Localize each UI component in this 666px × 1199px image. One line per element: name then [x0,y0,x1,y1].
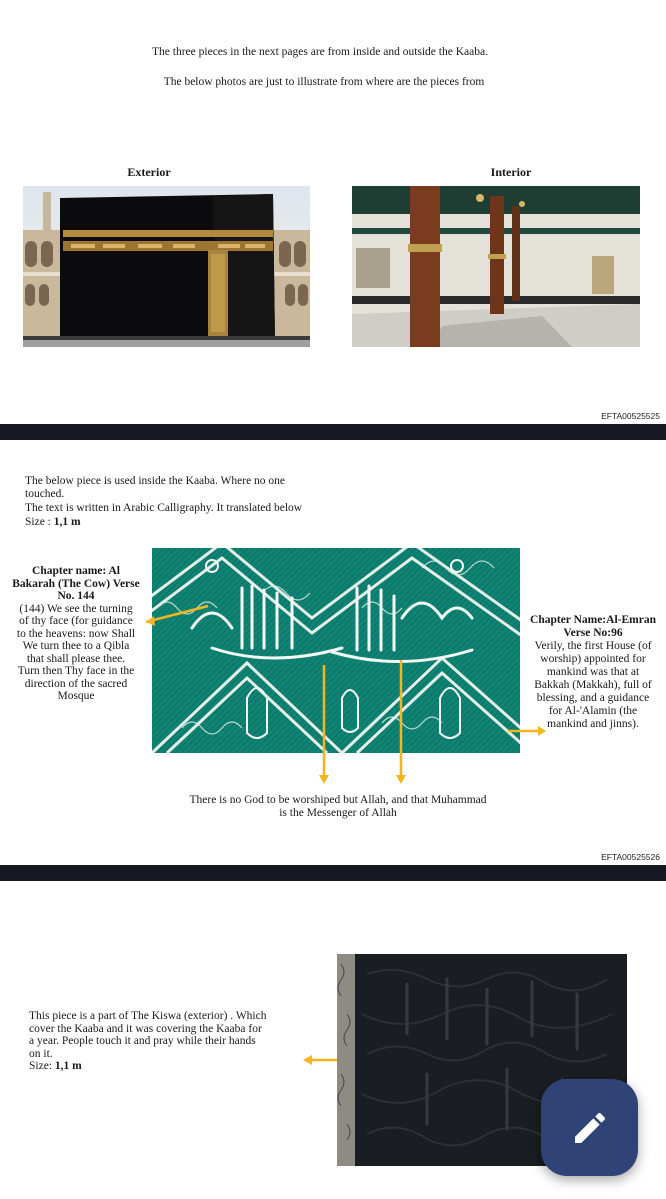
document-id: EFTA00525525 [601,411,660,421]
left-verse-title-2: Bakarah (The Cow) Verse [12,577,140,590]
shahada-line-2: is the Messenger of Allah [279,807,397,819]
description-line-3: The text is written in Arabic Calligraphy. It translated below [25,502,303,514]
size-line [25,515,81,529]
left-verse-title-1: Chapter name: Al [32,565,120,577]
kiswa-desc-line-2: cover the Kaaba and it was covering the Kaaba for [29,1022,262,1035]
kiswa-size-line [29,1060,266,1073]
right-verse-title-1: Chapter Name:Al-Emran [530,614,656,626]
intro-line-1: The three pieces in the next pages are from inside and outside the Kaaba. [152,46,488,58]
document-id: EFTA00525526 [601,852,660,862]
page-divider [0,424,666,440]
right-verse-body-line: mankind and jinns). [547,718,639,730]
kiswa-size-value: 1,1 m [54,1060,82,1072]
right-verse-body-line: Verily, the first House (of [534,640,652,652]
page-divider [0,865,666,881]
kiswa-desc-line-1: This piece is a part of The Kiswa (exterior) . Which [29,1010,267,1022]
kiswa-desc-line-3: a year. People touch it and pray while their hands [29,1035,256,1047]
kiswa-description [29,1010,266,1073]
kiswa-size-label: Size: [29,1060,55,1072]
left-verse-body-line: Turn then Thy face in the [17,665,135,677]
annotation-arrows [0,540,666,790]
right-verse-body-line: for Al-'Alamin (the [548,705,638,717]
intro-line-2: The below photos are just to illustrate from where are the pieces from [163,76,485,88]
shahada-line-1: There is no God to be worshiped but Allah, and that Muhammad [189,794,487,806]
pencil-icon [570,1108,610,1148]
right-verse-body-line: Bakkah (Makkah), full of [534,679,652,691]
interior-label: Interior [490,165,532,179]
right-verse-body-line: worship) appointed for [540,653,646,665]
edit-fab-button[interactable] [541,1079,638,1176]
kaaba-exterior-photo [23,186,310,347]
left-verse-body-line: Mosque [57,690,95,702]
left-verse-title-3: No. 144 [57,590,95,602]
size-value: 1,1 m [53,516,81,528]
left-verse-body-line: We turn thee to a Qibla [22,640,130,652]
left-verse-body-line: that shall please thee. [26,652,126,665]
kaaba-interior-photo [352,186,640,347]
description-line-1: The below piece is used inside the Kaaba. Where no one [25,475,286,487]
left-verse-body-line: direction of the sacred [24,677,128,690]
left-verse-body-line: of thy face (for guidance [19,615,133,627]
description-line-2: touched. [25,488,65,500]
kiswa-desc-line-4: on it. [29,1047,53,1060]
left-verse-body-line: (144) We see the turning [19,602,133,615]
right-verse-body-line: mankind was that at [546,666,640,678]
right-verse-title-2: Verse No:96 [563,627,623,639]
size-label: Size : [25,516,54,528]
left-verse-body-line: to the heavens: now Shall [16,627,136,640]
right-verse-body-line: blessing, and a guidance [536,692,650,704]
exterior-label: Exterior [127,165,171,179]
